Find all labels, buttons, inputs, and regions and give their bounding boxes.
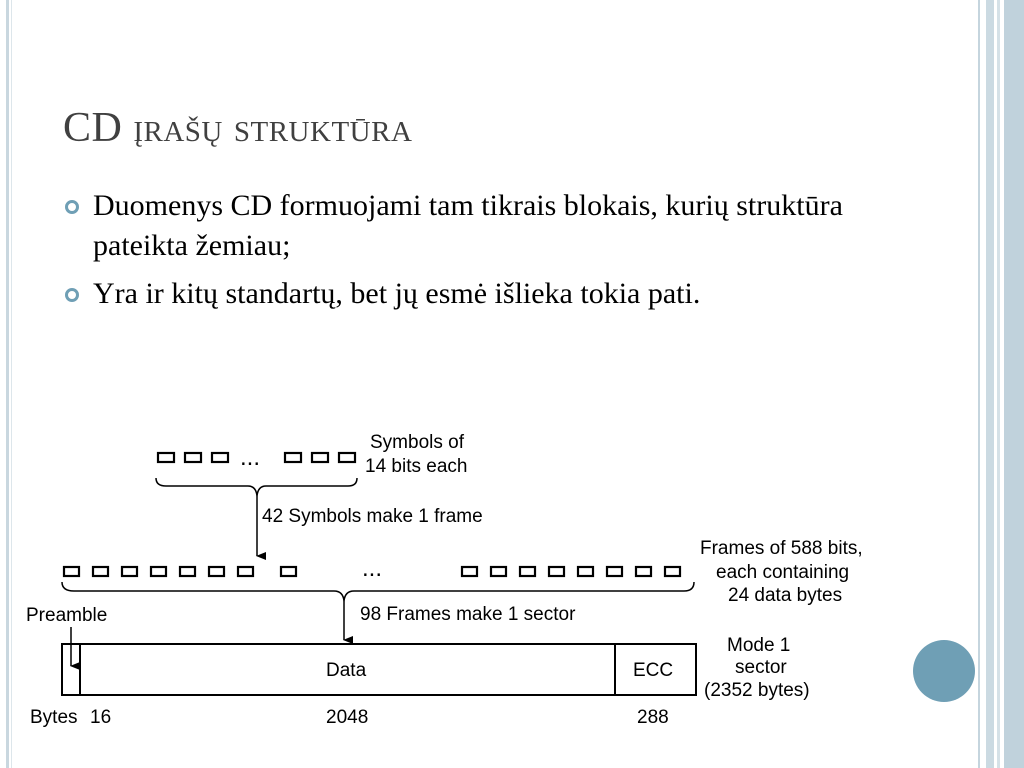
symbol-box (285, 453, 301, 462)
frame-box (122, 567, 137, 576)
symbols-label-2: 14 bits each (365, 456, 468, 477)
bullet-list (58, 186, 858, 322)
frames-label-2: each containing (716, 562, 850, 583)
frame-box (180, 567, 195, 576)
frame-box (636, 567, 651, 576)
frame-box (281, 567, 296, 576)
slide-title-main: CD (63, 105, 123, 151)
slide-title-rest: įrašų struktūra (133, 105, 413, 151)
bullet-item (58, 274, 858, 314)
symbols-brace (156, 478, 357, 496)
symbol-box (158, 453, 174, 462)
bytes-data-value: 2048 (326, 707, 369, 728)
symbol-box (339, 453, 355, 462)
ecc-segment-label: ECC (633, 660, 674, 681)
preamble-label: Preamble (26, 605, 108, 626)
frame-box (209, 567, 224, 576)
cd-sector-diagram (0, 400, 1024, 768)
frame-box (578, 567, 593, 576)
frame-box (665, 567, 680, 576)
bytes-ecc-value: 288 (637, 707, 669, 728)
frames-label-3: 24 data bytes (728, 585, 843, 606)
frame-box (238, 567, 253, 576)
frame-box (151, 567, 166, 576)
symbol-ellipsis: ... (240, 444, 261, 471)
frame-box (549, 567, 564, 576)
frames-to-sector-label: 98 Frames make 1 sector (360, 604, 576, 625)
slide-title (63, 104, 412, 152)
frames-brace (62, 582, 694, 601)
frames-label-1: Frames of 588 bits, (700, 538, 863, 559)
bullet-ring-icon (65, 288, 79, 302)
symbol-box (212, 453, 228, 462)
frame-ellipsis: ... (362, 555, 383, 582)
sector-label-1: Mode 1 (727, 635, 791, 656)
frame-box (462, 567, 477, 576)
symbol-box (185, 453, 201, 462)
bullet-text: Duomenys CD formuojami tam tikrais blokais, kurių struktūra pateikta žemiau; (93, 189, 843, 262)
frame-box (607, 567, 622, 576)
symbol-box (312, 453, 328, 462)
data-segment-label: Data (326, 660, 367, 681)
sector-label-2: sector (735, 657, 787, 678)
bullet-item (58, 186, 858, 266)
bullet-text: Yra ir kitų standartų, bet jų esmė išlieka tokia pati. (93, 277, 701, 310)
bullet-ring-icon (65, 200, 79, 214)
bytes-label: Bytes (30, 707, 78, 728)
bytes-preamble-value: 16 (90, 707, 112, 728)
symbols-to-frame-label: 42 Symbols make 1 frame (262, 506, 483, 527)
sector-label-3: (2352 bytes) (704, 680, 810, 701)
frame-box (491, 567, 506, 576)
sector-bar (62, 644, 696, 695)
frame-box (520, 567, 535, 576)
frame-box (64, 567, 79, 576)
frame-box (93, 567, 108, 576)
symbols-label-1: Symbols of (370, 432, 464, 453)
